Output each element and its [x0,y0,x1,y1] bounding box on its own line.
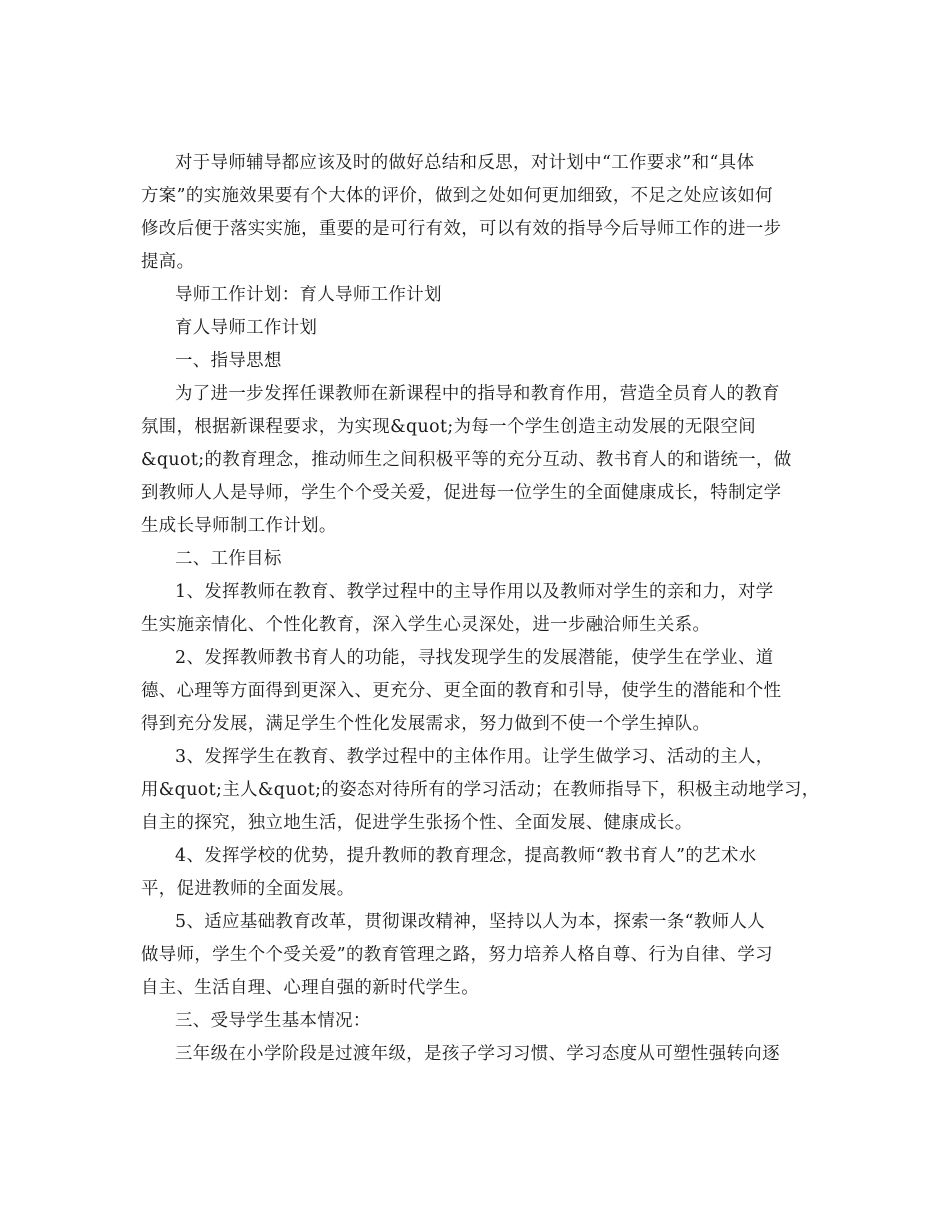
text-line: 自主的探究，独立地生活，促进学生张扬个性、全面发展、健康成长。 [141,813,693,833]
text-line: 3、发挥学生在教育、教学过程中的主体作用。让学生做学习、活动的主人， [175,747,774,767]
text-line: 1、发挥教师在教育、教学过程中的主导作用以及教师对学生的亲和力，对学 [175,582,774,602]
text-line: &quot;的教育理念，推动师生之间积极平等的充分互动、教书育人的和谐统一，做 [141,450,792,470]
text-line: 育人导师工作计划 [175,318,318,338]
text-line: 4、发挥学校的优势，提升教师的教育理念，提高教师“教书育人”的艺术水 [175,846,757,866]
text-line: 导师工作计划：育人导师工作计划 [175,285,442,305]
text-line: 平，促进教师的全面发展。 [141,879,355,899]
text-line: 三年级在小学阶段是过渡年级，是孩子学习习惯、学习态度从可塑性强转向逐 [175,1044,780,1064]
text-line: 到教师人人是导师，学生个个受关爱，促进每一位学生的全面健康成长，特制定学 [141,483,782,503]
text-line: 提高。 [141,252,195,272]
text-line: 方案”的实施效果要有个大体的评价，做到之处如何更加细致，不足之处应该如何 [141,186,773,206]
text-line: 修改后便于落实实施，重要的是可行有效，可以有效的指导今后导师工作的进一步 [141,219,782,239]
text-line: 生实施亲情化、个性化教育，深入学生心灵深处，进一步融洽师生关系。 [141,615,711,635]
text-line: 生成长导师制工作计划。 [141,516,337,536]
text-line: 氛围，根据新课程要求，为实现&quot;为每一个学生创造主动发展的无限空间 [141,417,757,437]
text-line: 做导师，学生个个受关爱”的教育管理之路，努力培养人格自尊、行为自律、学习 [141,945,773,965]
text-line: 德、心理等方面得到更深入、更充分、更全面的教育和引导，使学生的潜能和个性 [141,681,782,701]
text-line: 得到充分发展，满足学生个性化发展需求，努力做到不使一个学生掉队。 [141,714,711,734]
text-line: 一、指导思想 [175,351,282,371]
text-line: 5、适应基础教育改革，贯彻课改精神，坚持以人为本，探索一条“教师人人 [175,912,766,932]
text-line: 2、发挥教师教书育人的功能，寻找发现学生的发展潜能，使学生在学业、道 [175,648,774,668]
document-body [141,147,821,1071]
text-line: 二、工作目标 [175,549,282,569]
text-line: 用&quot;主人&quot;的姿态对待所有的学习活动；在教师指导下，积极主动地学习， [141,780,820,800]
text-line: 三、受导学生基本情况： [175,1011,371,1031]
text-line: 自主、生活自理、心理自强的新时代学生。 [141,978,480,998]
text-line: 对于导师辅导都应该及时的做好总结和反思，对计划中“工作要求”和“具体 [175,153,755,173]
text-line: 为了进一步发挥任课教师在新课程中的指导和教育作用，营造全员育人的教育 [175,384,780,404]
